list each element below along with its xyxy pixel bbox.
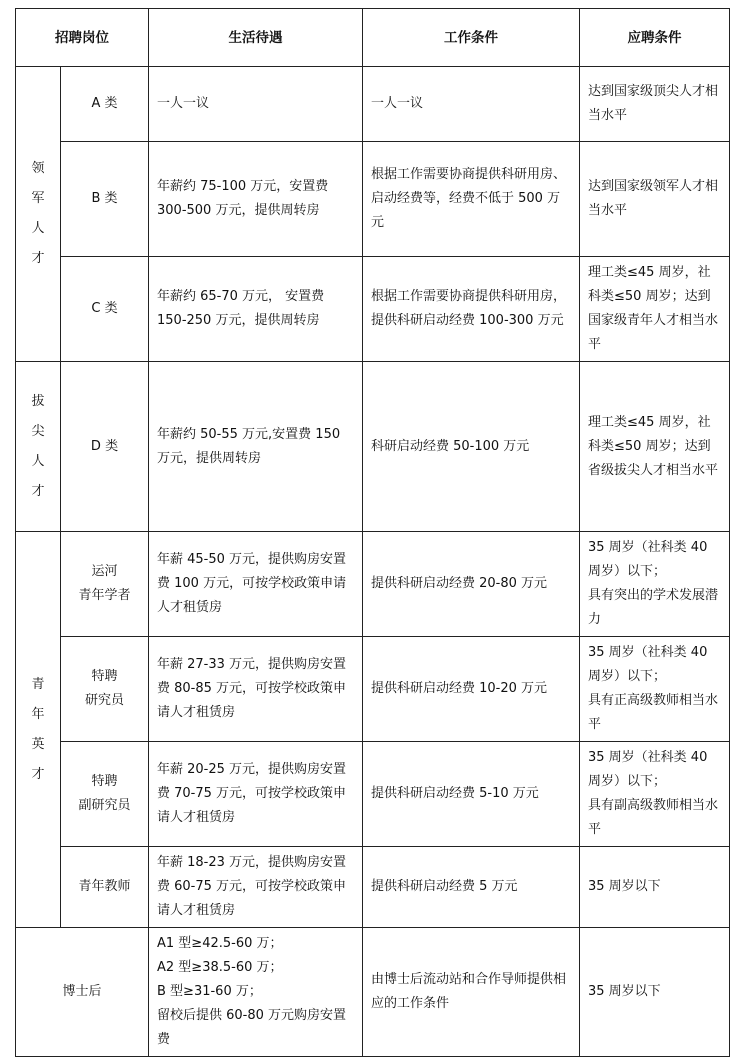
requirement-cell: 达到国家级领军人才相当水平 <box>580 142 730 257</box>
requirement-cell: 达到国家级顶尖人才相当水平 <box>580 67 730 142</box>
requirement-cell: 35 周岁以下 <box>580 928 730 1057</box>
table-row <box>16 362 730 532</box>
group-top-talent: 拔 尖 人 才 <box>16 362 61 532</box>
work-cell: 提供科研启动经费 20-80 万元 <box>363 532 580 637</box>
header-row <box>16 9 730 67</box>
sub-category: 运河 青年学者 <box>61 532 149 637</box>
postdoc-label: 博士后 <box>16 928 149 1057</box>
header-living: 生活待遇 <box>149 9 363 67</box>
table-row <box>16 67 730 142</box>
table-row <box>16 637 730 742</box>
sub-category: C 类 <box>61 257 149 362</box>
requirement-cell: 35 周岁（社科类 40 周岁）以下； 具有突出的学术发展潜力 <box>580 532 730 637</box>
sub-category: 青年教师 <box>61 847 149 928</box>
work-cell: 提供科研启动经费 5 万元 <box>363 847 580 928</box>
living-cell: 年薪 45-50 万元，提供购房安置费 100 万元，可按学校政策申请人才租赁房 <box>149 532 363 637</box>
sub-category: A 类 <box>61 67 149 142</box>
living-cell: A1 型≥42.5-60 万； A2 型≥38.5-60 万； B 型≥31-60 万； 留校后提供 60-80 万元购房安置费 <box>149 928 363 1057</box>
sub-category: 特聘 研究员 <box>61 637 149 742</box>
living-cell: 年薪约 75-100 万元，安置费 300-500 万元，提供周转房 <box>149 142 363 257</box>
header-position: 招聘岗位 <box>16 9 149 67</box>
header-work: 工作条件 <box>363 9 580 67</box>
living-cell: 年薪约 65-70 万元， 安置费 150-250 万元，提供周转房 <box>149 257 363 362</box>
requirement-cell: 35 周岁（社科类 40 周岁）以下； 具有副高级教师相当水平 <box>580 742 730 847</box>
work-cell: 根据工作需要协商提供科研用房、启动经费等，经费不低于 500 万元 <box>363 142 580 257</box>
work-cell: 提供科研启动经费 5-10 万元 <box>363 742 580 847</box>
requirement-cell: 理工类≤45 周岁，社科类≤50 周岁；达到省级拔尖人才相当水平 <box>580 362 730 532</box>
living-cell: 年薪 20-25 万元，提供购房安置费 70-75 万元，可按学校政策申请人才租赁房 <box>149 742 363 847</box>
recruitment-table <box>15 8 730 1057</box>
work-cell: 由博士后流动站和合作导师提供相应的工作条件 <box>363 928 580 1057</box>
work-cell: 一人一议 <box>363 67 580 142</box>
group-young-talent: 青 年 英 才 <box>16 532 61 928</box>
requirement-cell: 理工类≤45 周岁，社科类≤50 周岁；达到国家级青年人才相当水平 <box>580 257 730 362</box>
table-row <box>16 532 730 637</box>
table-row <box>16 257 730 362</box>
sub-category: 特聘 副研究员 <box>61 742 149 847</box>
living-cell: 年薪约 50-55 万元,安置费 150 万元，提供周转房 <box>149 362 363 532</box>
table-row <box>16 928 730 1057</box>
sub-category: D 类 <box>61 362 149 532</box>
table-row <box>16 142 730 257</box>
living-cell: 年薪 18-23 万元，提供购房安置费 60-75 万元，可按学校政策申请人才租赁房 <box>149 847 363 928</box>
table-row <box>16 742 730 847</box>
living-cell: 一人一议 <box>149 67 363 142</box>
sub-category: B 类 <box>61 142 149 257</box>
requirement-cell: 35 周岁（社科类 40 周岁）以下； 具有正高级教师相当水平 <box>580 637 730 742</box>
header-requirement: 应聘条件 <box>580 9 730 67</box>
requirement-cell: 35 周岁以下 <box>580 847 730 928</box>
group-leading-talent: 领 军 人 才 <box>16 67 61 362</box>
work-cell: 根据工作需要协商提供科研用房，提供科研启动经费 100-300 万元 <box>363 257 580 362</box>
work-cell: 科研启动经费 50-100 万元 <box>363 362 580 532</box>
work-cell: 提供科研启动经费 10-20 万元 <box>363 637 580 742</box>
living-cell: 年薪 27-33 万元，提供购房安置费 80-85 万元，可按学校政策申请人才租赁房 <box>149 637 363 742</box>
table-row <box>16 847 730 928</box>
